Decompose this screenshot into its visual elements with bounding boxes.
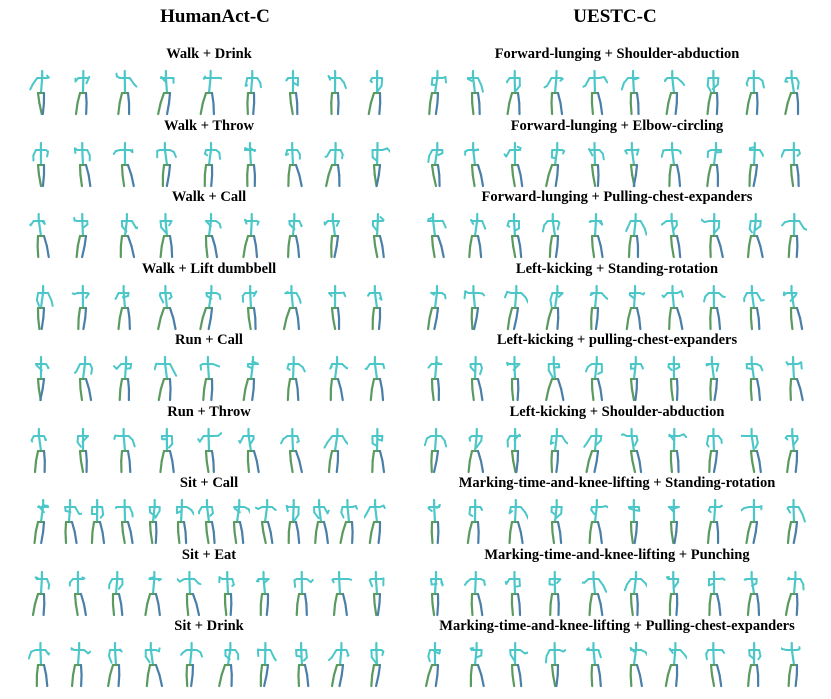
skeleton-figure [701, 497, 727, 550]
skeleton-figure [112, 68, 138, 121]
skeleton-figure [364, 211, 390, 264]
skeleton-figure [280, 426, 306, 479]
skeleton-figure [238, 211, 264, 264]
pose-sequence [422, 354, 807, 402]
row-label: Walk + Throw [164, 117, 254, 134]
skeleton-figure [154, 283, 180, 336]
skeleton-figure [289, 569, 315, 622]
skeleton-figure [582, 354, 608, 407]
skeleton-figure [781, 211, 807, 264]
skeleton-figure [322, 354, 348, 407]
skeleton-figure [177, 640, 203, 693]
skeleton-figure [154, 68, 180, 121]
skeleton-figure [502, 68, 528, 121]
skeleton-figure [422, 354, 448, 407]
skeleton-figure [741, 426, 767, 479]
skeleton-figure [701, 426, 727, 479]
skeleton-figure [502, 283, 528, 336]
skeleton-figure [422, 640, 448, 693]
row-label: Sit + Call [179, 475, 239, 491]
skeleton-figure [741, 211, 767, 264]
pose-sequence [422, 283, 807, 331]
skeleton-figure [621, 497, 647, 550]
skeleton-figure [582, 140, 608, 193]
skeleton-figure [280, 497, 306, 550]
skeleton-figure [621, 354, 647, 407]
skeleton-figure [661, 426, 687, 479]
skeleton-figure [462, 68, 488, 121]
skeleton-figure [364, 640, 390, 693]
skeleton-figure [196, 354, 222, 407]
pose-sequence [28, 68, 390, 116]
row-label: Forward-lunging + Elbow-circling [510, 117, 724, 134]
skeleton-figure [28, 640, 54, 693]
skeleton-figure [661, 354, 687, 407]
skeleton-figure [582, 569, 608, 622]
skeleton-figure [280, 140, 306, 193]
pose-sequence [28, 426, 390, 474]
skeleton-figure [621, 426, 647, 479]
skeleton-figure [701, 283, 727, 336]
skeleton-figure [112, 426, 138, 479]
skeleton-figure [65, 640, 91, 693]
skeleton-figure [112, 283, 138, 336]
skeleton-figure [542, 211, 568, 264]
skeleton-figure [781, 354, 807, 407]
skeleton-figure [542, 283, 568, 336]
row-label: Forward-lunging + Shoulder-abduction [494, 46, 740, 62]
row-label: Run + Call [175, 332, 243, 348]
row-label: Forward-lunging + Pulling-chest-expanders [481, 189, 753, 205]
skeleton-figure [621, 283, 647, 336]
skeleton-figure [542, 497, 568, 550]
skeleton-figure [224, 497, 250, 550]
skeleton-figure [701, 354, 727, 407]
row-label: Marking-time-and-knee-lifting + Pulling-chest-expanders [439, 618, 795, 634]
skeleton-figure [502, 426, 528, 479]
skeleton-figure [781, 68, 807, 121]
skeleton-figure [112, 140, 138, 193]
skeleton-figure [28, 354, 54, 407]
skeleton-figure [308, 497, 334, 550]
skeleton-figure [781, 640, 807, 693]
row-label: Left-kicking + Shoulder-abduction [509, 403, 725, 420]
skeleton-figure [542, 140, 568, 193]
skeleton-figure [781, 569, 807, 622]
skeleton-figure [364, 140, 390, 193]
skeleton-figure [28, 283, 54, 336]
skeleton-figure [252, 497, 278, 550]
skeleton-figure [502, 497, 528, 550]
pose-sequence [422, 140, 807, 188]
skeleton-figure [70, 283, 96, 336]
skeleton-figure [28, 211, 54, 264]
skeleton-figure [621, 569, 647, 622]
skeleton-figure [28, 68, 54, 121]
skeleton-figure [28, 426, 54, 479]
skeleton-figure [280, 283, 306, 336]
skeleton-figure [103, 569, 129, 622]
skeleton-figure [70, 426, 96, 479]
skeleton-figure [661, 569, 687, 622]
skeleton-figure [781, 497, 807, 550]
skeleton-figure [582, 283, 608, 336]
skeleton-figure [701, 211, 727, 264]
skeleton-figure [621, 68, 647, 121]
skeleton-figure [462, 354, 488, 407]
skeleton-figure [196, 497, 222, 550]
skeleton-figure [238, 426, 264, 479]
skeleton-figure [462, 569, 488, 622]
skeleton-figure [65, 569, 91, 622]
skeleton-figure [781, 426, 807, 479]
skeleton-figure [741, 354, 767, 407]
skeleton-figure [112, 354, 138, 407]
skeleton-figure [661, 140, 687, 193]
row-label: Marking-time-and-knee-lifting + Standing-rotation [458, 475, 776, 491]
skeleton-figure [322, 140, 348, 193]
skeleton-figure [462, 426, 488, 479]
pose-sequence [28, 140, 390, 188]
skeleton-figure [422, 497, 448, 550]
skeleton-figure [781, 283, 807, 336]
column-title-humanact-c: HumanAct-C [160, 6, 270, 27]
skeleton-figure [701, 140, 727, 193]
skeleton-figure [196, 283, 222, 336]
skeleton-figure [70, 354, 96, 407]
row-label: Run + Throw [167, 403, 251, 420]
skeleton-figure [280, 68, 306, 121]
skeleton-figure [422, 569, 448, 622]
skeleton-figure [140, 640, 166, 693]
skeleton-figure [422, 211, 448, 264]
skeleton-figure [661, 640, 687, 693]
skeleton-figure [582, 68, 608, 121]
skeleton-figure [422, 283, 448, 336]
skeleton-figure [364, 68, 390, 121]
pose-sequence [422, 68, 807, 116]
skeleton-figure [661, 283, 687, 336]
skeleton-figure [701, 640, 727, 693]
skeleton-figure [741, 140, 767, 193]
skeleton-figure [103, 640, 129, 693]
pose-sequence [422, 569, 807, 617]
skeleton-figure [238, 283, 264, 336]
row-label: Left-kicking + pulling-chest-expanders [496, 332, 738, 348]
pose-sequence [28, 497, 390, 545]
skeleton-figure [84, 497, 110, 550]
skeleton-figure [177, 569, 203, 622]
row-label: Walk + Call [171, 189, 247, 205]
row-label: Marking-time-and-knee-lifting + Punching [484, 546, 750, 563]
skeleton-figure [661, 211, 687, 264]
skeleton-figure [462, 211, 488, 264]
skeleton-figure [140, 569, 166, 622]
skeleton-figure [70, 68, 96, 121]
pose-sequence [28, 283, 390, 331]
skeleton-figure [112, 497, 138, 550]
skeleton-figure [196, 211, 222, 264]
skeleton-figure [196, 68, 222, 121]
skeleton-figure [462, 497, 488, 550]
skeleton-figure [252, 640, 278, 693]
row-label: Sit + Drink [174, 618, 244, 634]
skeleton-figure [701, 569, 727, 622]
skeleton-figure [364, 426, 390, 479]
skeleton-figure [701, 68, 727, 121]
skeleton-figure [280, 354, 306, 407]
pose-sequence [422, 426, 807, 474]
skeleton-figure [196, 426, 222, 479]
skeleton-figure [422, 426, 448, 479]
skeleton-figure [154, 354, 180, 407]
skeleton-figure [462, 283, 488, 336]
skeleton-figure [462, 640, 488, 693]
skeleton-figure [322, 426, 348, 479]
skeleton-figure [28, 140, 54, 193]
skeleton-figure [582, 211, 608, 264]
skeleton-figure [661, 68, 687, 121]
skeleton-figure [215, 569, 241, 622]
skeleton-figure [238, 68, 264, 121]
skeleton-figure [741, 640, 767, 693]
pose-sequence [28, 354, 390, 402]
skeleton-figure [582, 497, 608, 550]
skeleton-figure [502, 569, 528, 622]
skeleton-figure [289, 640, 315, 693]
skeleton-figure [542, 569, 568, 622]
skeleton-figure [462, 140, 488, 193]
skeleton-figure [154, 140, 180, 193]
pose-sequence [422, 497, 807, 545]
skeleton-figure [364, 354, 390, 407]
pose-sequence [28, 211, 390, 259]
skeleton-figure [238, 140, 264, 193]
row-label: Walk + Lift dumbbell [141, 260, 277, 277]
pose-sequence [28, 640, 390, 688]
row-label: Walk + Drink [166, 46, 252, 62]
skeleton-figure [542, 68, 568, 121]
skeleton-figure [741, 569, 767, 622]
skeleton-figure [56, 497, 82, 550]
skeleton-figure [168, 497, 194, 550]
skeleton-figure [364, 497, 390, 550]
skeleton-figure [322, 68, 348, 121]
skeleton-figure [28, 569, 54, 622]
skeleton-figure [327, 640, 353, 693]
skeleton-figure [422, 68, 448, 121]
skeleton-figure [502, 140, 528, 193]
skeleton-figure [336, 497, 362, 550]
skeleton-figure [327, 569, 353, 622]
pose-sequence [422, 640, 807, 688]
skeleton-figure [154, 211, 180, 264]
skeleton-figure [741, 497, 767, 550]
skeleton-figure [502, 640, 528, 693]
skeleton-figure [741, 283, 767, 336]
pose-sequence [28, 569, 390, 617]
skeleton-figure [70, 211, 96, 264]
skeleton-figure [582, 426, 608, 479]
row-label: Left-kicking + Standing-rotation [515, 260, 719, 277]
skeleton-figure [112, 211, 138, 264]
skeleton-figure [502, 211, 528, 264]
skeleton-figure [280, 211, 306, 264]
skeleton-figure [215, 640, 241, 693]
skeleton-figure [661, 497, 687, 550]
skeleton-figure [70, 140, 96, 193]
skeleton-figure [364, 283, 390, 336]
skeleton-figure [741, 68, 767, 121]
row-label: Sit + Eat [181, 546, 237, 563]
skeleton-figure [322, 283, 348, 336]
skeleton-figure [238, 354, 264, 407]
skeleton-figure [364, 569, 390, 622]
skeleton-figure [140, 497, 166, 550]
skeleton-figure [196, 140, 222, 193]
skeleton-figure [542, 640, 568, 693]
skeleton-figure [28, 497, 54, 550]
skeleton-figure [154, 426, 180, 479]
skeleton-figure [621, 640, 647, 693]
skeleton-figure [502, 354, 528, 407]
skeleton-figure [542, 354, 568, 407]
skeleton-figure [322, 211, 348, 264]
skeleton-figure [621, 211, 647, 264]
skeleton-figure [252, 569, 278, 622]
skeleton-figure [542, 426, 568, 479]
skeleton-figure [422, 140, 448, 193]
column-title-uestc-c: UESTC-C [573, 6, 657, 27]
skeleton-figure [781, 140, 807, 193]
pose-sequence [422, 211, 807, 259]
skeleton-figure [582, 640, 608, 693]
skeleton-figure [621, 140, 647, 193]
